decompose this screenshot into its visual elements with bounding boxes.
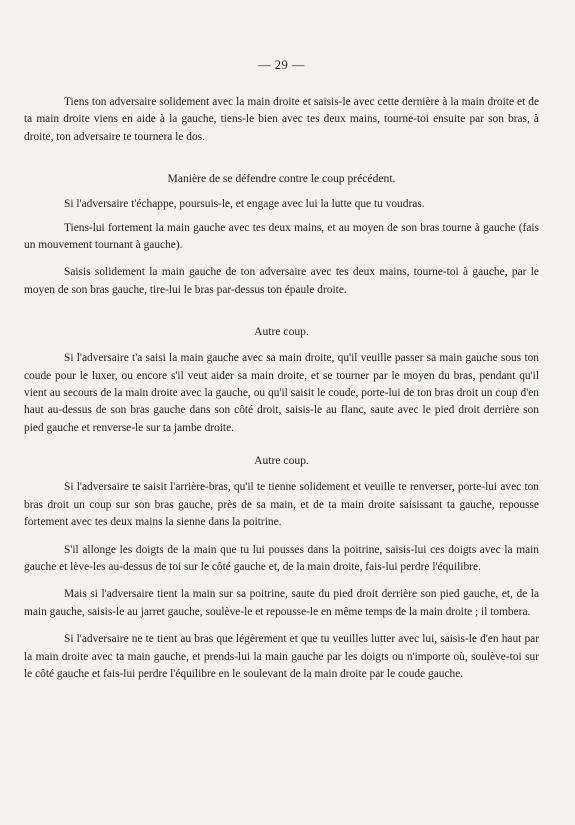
section-heading-autre-coup-1: Autre coup.: [254, 325, 309, 339]
paragraph-3: Tiens-lui fortement la main gauche avec tes deux mains, et au moyen de son bras tourne à gauche (fais un mouvement tournant à gauche).: [24, 221, 539, 252]
paragraph-8: Mais si l'adversaire tient la main sur sa poitrine, saute du pied droit derrière son pied gauche, et, de la main gauche, saisis-le au jarret gauche, soulève-le et repousse-le en même temps de la main droite ; il tombera.: [24, 588, 539, 618]
section-heading-autre-coup-2: Autre coup.: [254, 454, 309, 468]
paragraph-1: Tiens ton adversaire solidement avec la main droite et saisis-le avec cette dernière à la main droite et de ta main droite viens en aide à la gauche, tiens-le bien avec tes deux mains, tourne-toi ensuite par son bras, à droite, ton adversaire te tournera le dos.: [24, 96, 539, 143]
page-number: — 29 —: [258, 58, 305, 72]
paragraph-7: S'il allonge les doigts de la main que tu lui pousses dans la poitrine, saisis-lui ces doigts avec la main gauche et lève-les au-dessus de toi sur le côté gauche et, de la main droite, fais-lui perdre l'équilibre.: [24, 543, 539, 573]
paragraph-4: Saisis solidement la main gauche de ton adversaire avec tes deux mains, tourne-toi à gauche, par le moyen de son bras gauche, tire-lui le bras par-dessus ton épaule droite.: [24, 266, 539, 296]
paragraph-2: Si l'adversaire t'échappe, poursuis-le, et engage avec lui la lutte que tu voudras.: [64, 198, 425, 211]
section-heading-defense: Manière de se défendre contre le coup précédent.: [167, 172, 396, 186]
paragraph-9: Si l'adversaire ne te tient au bras que légèrement et que tu veuilles lutter avec lui, saisis-le d'en haut par la main droite avec ta main gauche, et prends-lui la main gauche par les doigts ou n'importe où, soulève-toi sur le côté gauche et fais-lui perdre l'équilibre en le soulevant de la main droite par le coude gauche.: [24, 633, 539, 680]
paragraph-6: Si l'adversaire te saisit l'arrière-bras, qu'il te tienne solidement et veuille te renverser, porte-lui avec ton bras droit un coup sur son bras gauche, près de sa main, et de ta main droite saisissant ta gauche, repousse fortement avec tes deux mains la sienne dans la poitrine.: [24, 481, 539, 529]
paragraph-5: Si l'adversaire t'a saisi la main gauche avec sa main droite, qu'il veuille passer sa main gauche sous ton coude pour le luxer, ou encore s'il veut aider sa main droite, et se tourner par le moyen du bras, pendant qu'il vient au secours de la main droite avec la gauche, ou qu'il saisit le coude, porte-lui de ton bras droit un coup d'en haut au-dessus de son bras gauche dans son côté droit, saisis-le au flanc, saute avec le pied droit derrière son pied gauche et renverse-le sur ta jambe droite.: [24, 352, 539, 434]
